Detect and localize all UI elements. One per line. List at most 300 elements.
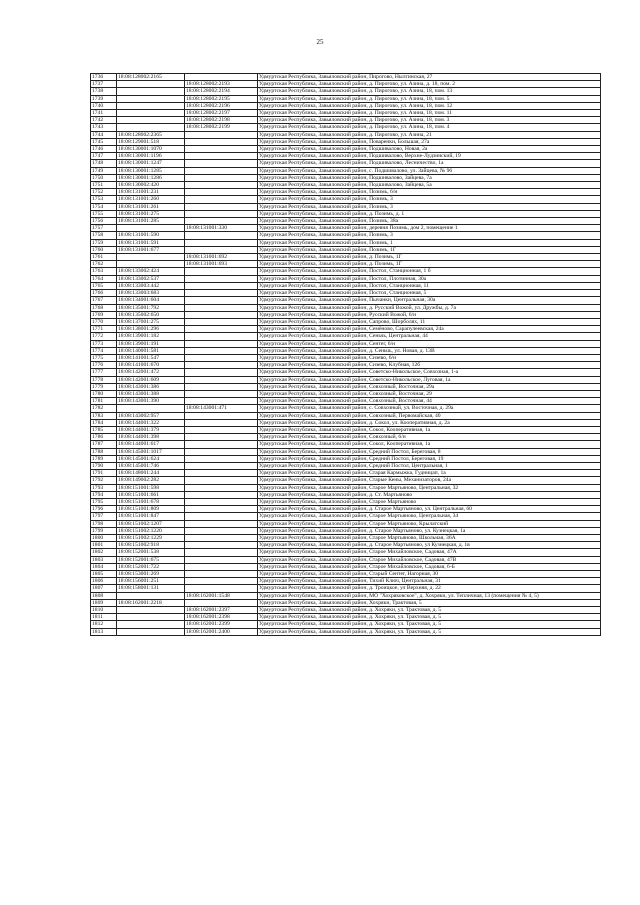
building-number-cell	[185, 369, 258, 376]
address-cell: Удмуртская Республика, Завьяловский район, Средний Постол, Береговая, 8	[258, 448, 601, 455]
row-number-cell: 1777	[91, 369, 117, 376]
address-cell: Удмуртская Республика, Завьяловский район, Семёново, Сарапулеевская, 24а	[258, 326, 601, 333]
table-row	[91, 304, 601, 311]
table-row	[91, 297, 601, 304]
parcel-number-cell: 18:08:139001:182	[117, 333, 185, 340]
parcel-number-cell: 18:08:151002:918	[117, 542, 185, 549]
address-cell: Удмуртская Республика, Завьяловский район, д. Сеньчь, ул. Новая, д. 13В	[258, 347, 601, 354]
row-number-cell: 1766	[91, 290, 117, 297]
building-number-cell: 18:08:131001:692	[185, 254, 258, 261]
table-row	[91, 513, 601, 520]
parcel-number-cell	[117, 261, 185, 268]
parcel-number-cell: 18:08:151001:809	[117, 506, 185, 513]
table-row	[91, 535, 601, 542]
table-row	[91, 592, 601, 599]
building-number-cell	[185, 318, 258, 325]
table-row	[91, 477, 601, 484]
building-number-cell	[185, 174, 258, 181]
parcel-number-cell	[117, 621, 185, 628]
parcel-number-cell	[117, 592, 185, 599]
address-cell: Удмуртская Республика, Завьяловский район, Позимь, 6/н	[258, 189, 601, 196]
row-number-cell: 1772	[91, 333, 117, 340]
address-cell: Удмуртская Республика, Завьяловский район, Сокол, Кооперативная, 1а	[258, 426, 601, 433]
table-row	[91, 621, 601, 628]
building-number-cell	[185, 549, 258, 556]
address-cell: Удмуртская Республика, Завьяловский район, д. Пирогово, ул. Азина, 18, пом. 4	[258, 124, 601, 131]
address-cell: Удмуртская Республика, Завьяловский район, д. Пирогово, ул. Азина, 18, пом. 5	[258, 95, 601, 102]
address-cell: Удмуртская Республика, Завьяловский район, д. Пирогово, ул. Азина, 18, пом. 3	[258, 117, 601, 124]
building-number-cell	[185, 484, 258, 491]
row-number-cell: 1779	[91, 383, 117, 390]
row-number-cell: 1789	[91, 455, 117, 462]
row-number-cell: 1773	[91, 340, 117, 347]
building-number-cell	[185, 419, 258, 426]
parcel-number-cell: 18:08:135001:792	[117, 304, 185, 311]
row-number-cell: 1747	[91, 153, 117, 160]
parcel-number-cell: 18:08:151002:1207	[117, 520, 185, 527]
address-cell: Удмуртская Республика, Завьяловский район, Позимь, 1Г	[258, 246, 601, 253]
row-number-cell: 1745	[91, 138, 117, 145]
row-number-cell: 1785	[91, 426, 117, 433]
parcel-number-cell	[117, 225, 185, 232]
parcel-number-cell: 18:08:143001:390	[117, 398, 185, 405]
building-number-cell	[185, 326, 258, 333]
parcel-number-cell: 18:08:143002:957	[117, 412, 185, 419]
address-cell: Удмуртская Республика, Завьяловский район, Совхозный, Первомайская, 40	[258, 412, 601, 419]
address-cell: Удмуртская Республика, Завьяловский район, Совхозный, 6/н	[258, 434, 601, 441]
row-number-cell: 1752	[91, 189, 117, 196]
building-number-cell: 18:08:128002:2199	[185, 124, 258, 131]
registry-table	[90, 73, 601, 636]
row-number-cell: 1748	[91, 160, 117, 167]
address-cell: Удмуртская Республика, Завьяловский район, д. Позимь, д. 1	[258, 210, 601, 217]
parcel-number-cell: 18:08:151001:598	[117, 484, 185, 491]
address-cell: Удмуртская Республика, Завьяловский район, Позимь, 1	[258, 239, 601, 246]
building-number-cell	[185, 146, 258, 153]
address-cell: Удмуртская Республика, Завьяловский район, Сапрово, Шорболях, 11	[258, 318, 601, 325]
address-cell: Удмуртская Республика, Завьяловский район, МО "Хохряковское", д. Хохряки, ул. Тепличная, 13 (помещения № 4, 5)	[258, 592, 601, 599]
building-number-cell: 18:08:131001:693	[185, 261, 258, 268]
building-number-cell	[185, 520, 258, 527]
parcel-number-cell: 18:08:152001:675	[117, 556, 185, 563]
table-row	[91, 254, 601, 261]
parcel-number-cell: 18:08:142001:472	[117, 369, 185, 376]
address-cell: Удмуртская Республика, Завьяловский район, Старое Мартьяново, Крылатский	[258, 520, 601, 527]
parcel-number-cell: 18:08:153001:269	[117, 571, 185, 578]
building-number-cell	[185, 426, 258, 433]
parcel-number-cell: 18:08:145001:624	[117, 455, 185, 462]
building-number-cell	[185, 491, 258, 498]
address-cell: Удмуртская Республика, Завьяловский район, Хохряки, Трактовая, 5	[258, 599, 601, 606]
row-number-cell: 1807	[91, 585, 117, 592]
parcel-number-cell: 18:08:131001:591	[117, 239, 185, 246]
row-number-cell: 1783	[91, 412, 117, 419]
table-row	[91, 203, 601, 210]
table-row	[91, 225, 601, 232]
row-number-cell: 1736	[91, 74, 117, 81]
parcel-number-cell: 18:08:143001:388	[117, 390, 185, 397]
address-cell: Удмуртская Республика, Завьяловский район, д. Пирогово, ул. Азина, 21	[258, 131, 601, 138]
parcel-number-cell: 18:08:158001:131	[117, 585, 185, 592]
table-row	[91, 556, 601, 563]
parcel-number-cell: 18:08:130001:1070	[117, 146, 185, 153]
address-cell: Удмуртская Республика, Завьяловский район, Старое Мартьяново	[258, 498, 601, 505]
building-number-cell	[185, 556, 258, 563]
row-number-cell: 1765	[91, 282, 117, 289]
parcel-number-cell	[117, 607, 185, 614]
table-row	[91, 189, 601, 196]
address-cell: Удмуртская Республика, Завьяловский район, Постол, Станционная, 1 б	[258, 268, 601, 275]
parcel-number-cell: 18:08:142001:609	[117, 376, 185, 383]
row-number-cell: 1796	[91, 506, 117, 513]
address-cell: Удмуртская Республика, Завьяловский район, Старая Кармыжка, Гудницап, 1а	[258, 470, 601, 477]
building-number-cell	[185, 571, 258, 578]
address-cell: Удмуртская Республика, Завьяловский район, Позимь, 3	[258, 203, 601, 210]
parcel-number-cell: 18:08:148001:244	[117, 470, 185, 477]
address-cell: Удмуртская Республика, Завьяловский район, Подшивалово, Зайцева, 5а	[258, 182, 601, 189]
row-number-cell: 1759	[91, 239, 117, 246]
address-cell: Удмуртская Республика, Завьяловский район, д. Позимь, 1Г	[258, 254, 601, 261]
building-number-cell	[185, 203, 258, 210]
table-row	[91, 124, 601, 131]
address-cell: Удмуртская Республика, Завьяловский район, д. Позимь, 1Г	[258, 261, 601, 268]
building-number-cell	[185, 239, 258, 246]
row-number-cell: 1803	[91, 556, 117, 563]
table-row	[91, 196, 601, 203]
row-number-cell: 1750	[91, 174, 117, 181]
row-number-cell: 1776	[91, 362, 117, 369]
table-row	[91, 239, 601, 246]
row-number-cell: 1743	[91, 124, 117, 131]
table-row	[91, 340, 601, 347]
building-number-cell	[185, 362, 258, 369]
building-number-cell	[185, 376, 258, 383]
parcel-number-cell: 18:08:133003:683	[117, 290, 185, 297]
address-cell: Удмуртская Республика, Завьяловский район, Старый Сентег, Нагорная, 30	[258, 571, 601, 578]
address-cell: Удмуртская Республика, Завьяловский район, деревня Позимь, дом 2, помещение 1	[258, 225, 601, 232]
address-cell: Удмуртская Республика, Завьяловский район, д. Хохряки, ул. Трактовая, д. 5	[258, 607, 601, 614]
address-cell: Удмуртская Республика, Завьяловский район, Тихий Ключ, Центральная, 31	[258, 578, 601, 585]
address-cell: Удмуртская Республика, Завьяловский район, Позимь, 3	[258, 232, 601, 239]
building-number-cell: 18:08:143001:471	[185, 405, 258, 412]
table-row	[91, 398, 601, 405]
address-cell: Удмуртская Республика, Завьяловский район, д. Сокол, ул. Кооперативная, д. 2а	[258, 419, 601, 426]
table-row	[91, 138, 601, 145]
table-row	[91, 88, 601, 95]
building-number-cell	[185, 311, 258, 318]
table-row	[91, 146, 601, 153]
table-row	[91, 326, 601, 333]
table-row	[91, 282, 601, 289]
parcel-number-cell: 18:08:151002:1229	[117, 535, 185, 542]
parcel-number-cell: 18:08:135002:650	[117, 311, 185, 318]
building-number-cell: 18:08:131001:330	[185, 225, 258, 232]
row-number-cell: 1770	[91, 318, 117, 325]
table-row	[91, 210, 601, 217]
building-number-cell	[185, 167, 258, 174]
building-number-cell	[185, 138, 258, 145]
address-cell: Удмуртская Республика, Завьяловский район, Подшивалово, Новая, 2а	[258, 146, 601, 153]
parcel-number-cell: 18:08:130001:1247	[117, 160, 185, 167]
address-cell: Удмуртская Республика, Завьяловский район, Советско-Никольское, Луговая, 1а	[258, 376, 601, 383]
row-number-cell: 1811	[91, 614, 117, 621]
table-row	[91, 563, 601, 570]
row-number-cell: 1758	[91, 232, 117, 239]
building-number-cell	[185, 535, 258, 542]
row-number-cell: 1809	[91, 599, 117, 606]
parcel-number-cell: 18:08:131001:275	[117, 210, 185, 217]
building-number-cell	[185, 290, 258, 297]
address-cell: Удмуртская Республика, Завьяловский район, Сокол, Кооперативная, 1а	[258, 441, 601, 448]
building-number-cell	[185, 542, 258, 549]
building-number-cell	[185, 527, 258, 534]
parcel-number-cell: 18:08:133002:537	[117, 275, 185, 282]
building-number-cell: 18:08:162001:1548	[185, 592, 258, 599]
row-number-cell: 1737	[91, 81, 117, 88]
building-number-cell	[185, 599, 258, 606]
address-cell: Удмуртская Республика, Завьяловский район, Старое Михайловское, Садовая, 6-Б	[258, 563, 601, 570]
table-row	[91, 470, 601, 477]
parcel-number-cell: 18:08:138001:296	[117, 326, 185, 333]
table-row	[91, 491, 601, 498]
address-cell: Удмуртская Республика, Завьяловский район, д. Хохряки, ул. Трактовая, д. 5	[258, 614, 601, 621]
building-number-cell	[185, 268, 258, 275]
registry-body	[91, 74, 601, 636]
parcel-number-cell	[117, 628, 185, 635]
building-number-cell	[185, 513, 258, 520]
building-number-cell	[185, 434, 258, 441]
row-number-cell: 1763	[91, 268, 117, 275]
parcel-number-cell: 18:08:144001:617	[117, 441, 185, 448]
building-number-cell: 18:08:128002:2193	[185, 81, 258, 88]
row-number-cell: 1781	[91, 398, 117, 405]
parcel-number-cell	[117, 88, 185, 95]
table-row	[91, 131, 601, 138]
row-number-cell: 1762	[91, 261, 117, 268]
building-number-cell: 18:08:162001:2398	[185, 614, 258, 621]
parcel-number-cell	[117, 117, 185, 124]
table-row	[91, 448, 601, 455]
row-number-cell: 1739	[91, 95, 117, 102]
table-row	[91, 578, 601, 585]
address-cell: Удмуртская Республика, Завьяловский район, Старое Мартьяново, Школьная, 36А	[258, 535, 601, 542]
table-row	[91, 542, 601, 549]
table-row	[91, 362, 601, 369]
address-cell: Удмуртская Республика, Завьяловский район, Постол, Станционная, 11	[258, 282, 601, 289]
address-cell: Удмуртская Республика, Завьяловский район, Позимь, 38а	[258, 218, 601, 225]
address-cell: Удмуртская Республика, Завьяловский район, Подшивалово, Лесничество, 1а	[258, 160, 601, 167]
parcel-number-cell: 18:08:128002:2165	[117, 74, 185, 81]
address-cell: Удмуртская Республика, Завьяловский район, Подшивалово, Зайцева, 7а	[258, 174, 601, 181]
table-row	[91, 614, 601, 621]
parcel-number-cell: 18:08:143001:386	[117, 383, 185, 390]
row-number-cell: 1810	[91, 607, 117, 614]
parcel-number-cell: 18:08:131001:261	[117, 203, 185, 210]
row-number-cell: 1775	[91, 354, 117, 361]
building-number-cell	[185, 333, 258, 340]
parcel-number-cell: 18:08:151001:847	[117, 513, 185, 520]
parcel-number-cell	[117, 95, 185, 102]
row-number-cell: 1751	[91, 182, 117, 189]
row-number-cell: 1757	[91, 225, 117, 232]
parcel-number-cell: 18:08:145001:746	[117, 462, 185, 469]
table-row	[91, 462, 601, 469]
table-row	[91, 174, 601, 181]
table-row	[91, 102, 601, 109]
building-number-cell	[185, 304, 258, 311]
parcel-number-cell: 18:08:145001:1017	[117, 448, 185, 455]
building-number-cell	[185, 441, 258, 448]
parcel-number-cell: 18:08:130002:420	[117, 182, 185, 189]
address-cell: Удмуртская Республика, Завьяловский район, д. Русский Вожой, ул. Дружбы, д. 7а	[258, 304, 601, 311]
table-row	[91, 369, 601, 376]
row-number-cell: 1804	[91, 563, 117, 570]
row-number-cell: 1755	[91, 210, 117, 217]
building-number-cell	[185, 585, 258, 592]
row-number-cell: 1794	[91, 491, 117, 498]
building-number-cell	[185, 390, 258, 397]
address-cell: Удмуртская Республика, Завьяловский район, Совхозный, Восточная, 44	[258, 398, 601, 405]
building-number-cell	[185, 462, 258, 469]
table-row	[91, 498, 601, 505]
row-number-cell: 1769	[91, 311, 117, 318]
building-number-cell: 18:08:128002:2197	[185, 110, 258, 117]
parcel-number-cell	[117, 102, 185, 109]
table-row	[91, 347, 601, 354]
table-row	[91, 607, 601, 614]
building-number-cell	[185, 412, 258, 419]
address-cell: Удмуртская Республика, Завьяловский район, Средний Постол, Центральная, 1	[258, 462, 601, 469]
building-number-cell	[185, 232, 258, 239]
table-row	[91, 506, 601, 513]
building-number-cell	[185, 297, 258, 304]
table-row	[91, 333, 601, 340]
table-row	[91, 318, 601, 325]
parcel-number-cell: 18:08:152001:722	[117, 563, 185, 570]
row-number-cell: 1801	[91, 542, 117, 549]
building-number-cell	[185, 506, 258, 513]
address-cell: Удмуртская Республика, Завьяловский район, Старое Михайловское, Садовая, 47А	[258, 549, 601, 556]
building-number-cell	[185, 182, 258, 189]
address-cell: Удмуртская Республика, Завьяловский район, Позимь, 3	[258, 196, 601, 203]
building-number-cell	[185, 347, 258, 354]
parcel-number-cell: 18:08:162001:2218	[117, 599, 185, 606]
table-row	[91, 419, 601, 426]
parcel-number-cell	[117, 124, 185, 131]
building-number-cell	[185, 470, 258, 477]
parcel-number-cell: 18:08:131001:677	[117, 246, 185, 253]
row-number-cell: 1787	[91, 441, 117, 448]
table-row	[91, 261, 601, 268]
parcel-number-cell: 18:08:144001:398	[117, 434, 185, 441]
address-cell: Удмуртская Республика, Завьяловский район, с. Подшивалово, ул. Зайцева, № 96	[258, 167, 601, 174]
address-cell: Удмуртская Республика, Завьяловский район, д. Пирогово, ул. Азина, д. 18, пом. 2	[258, 81, 601, 88]
parcel-number-cell: 18:08:151002:1220	[117, 527, 185, 534]
building-number-cell	[185, 74, 258, 81]
table-row	[91, 182, 601, 189]
row-number-cell: 1767	[91, 297, 117, 304]
address-cell: Удмуртская Республика, Завьяловский район, д. Троицкое, ул Верхняя, д. 22	[258, 585, 601, 592]
table-row	[91, 160, 601, 167]
address-cell: Удмуртская Республика, Завьяловский район, Подшивалово, Верхне-Лудзинский, 19	[258, 153, 601, 160]
row-number-cell: 1786	[91, 434, 117, 441]
row-number-cell: 1798	[91, 520, 117, 527]
table-row	[91, 527, 601, 534]
row-number-cell: 1800	[91, 535, 117, 542]
building-number-cell	[185, 563, 258, 570]
address-cell: Удмуртская Республика, Завьяловский район, Пирогово, Нылгинская, 27	[258, 74, 601, 81]
row-number-cell: 1799	[91, 527, 117, 534]
building-number-cell	[185, 578, 258, 585]
row-number-cell: 1741	[91, 110, 117, 117]
address-cell: Удмуртская Республика, Завьяловский район, Совхозный, Восточная, 29а	[258, 383, 601, 390]
parcel-number-cell: 18:08:133002:424	[117, 268, 185, 275]
building-number-cell: 18:08:128002:2198	[185, 117, 258, 124]
table-row	[91, 585, 601, 592]
table-row	[91, 354, 601, 361]
building-number-cell: 18:08:162001:2400	[185, 628, 258, 635]
table-row	[91, 218, 601, 225]
address-cell: Удмуртская Республика, Завьяловский район, Поваренки, Большая, 27а	[258, 138, 601, 145]
row-number-cell: 1812	[91, 621, 117, 628]
table-row	[91, 117, 601, 124]
address-cell: Удмуртская Республика, Завьяловский район, д. Старое Мартьяново, ул. Кузнецкая, 1а	[258, 527, 601, 534]
table-row	[91, 520, 601, 527]
building-number-cell	[185, 218, 258, 225]
building-number-cell	[185, 210, 258, 217]
table-row	[91, 571, 601, 578]
table-row	[91, 153, 601, 160]
building-number-cell	[185, 398, 258, 405]
address-cell: Удмуртская Республика, Завьяловский район, с. Совхозный, ул. Восточная, д. 29а	[258, 405, 601, 412]
parcel-number-cell: 18:08:134001:604	[117, 297, 185, 304]
parcel-number-cell: 18:08:131001:231	[117, 189, 185, 196]
table-row	[91, 426, 601, 433]
parcel-number-cell: 18:08:133003:442	[117, 282, 185, 289]
address-cell: Удмуртская Республика, Завьяловский район, Старое Мартьяново, Центральная, 34	[258, 513, 601, 520]
address-cell: Удмуртская Республика, Завьяловский район, Сентег, 6/н	[258, 340, 601, 347]
row-number-cell: 1797	[91, 513, 117, 520]
table-row	[91, 628, 601, 635]
address-cell: Удмуртская Республика, Завьяловский район, д. Пирогово, ул. Азина, 18, пом. 11	[258, 110, 601, 117]
table-row	[91, 412, 601, 419]
row-number-cell: 1756	[91, 218, 117, 225]
parcel-number-cell: 18:08:128002:2365	[117, 131, 185, 138]
address-cell: Удмуртская Республика, Завьяловский район, д. Старое Мартьяново, ул. Центральная, 60	[258, 506, 601, 513]
building-number-cell: 18:08:128002:2196	[185, 102, 258, 109]
parcel-number-cell: 18:08:141001:547	[117, 354, 185, 361]
table-row	[91, 405, 601, 412]
parcel-number-cell: 18:08:144001:379	[117, 426, 185, 433]
address-cell: Удмуртская Республика, Завьяловский район, Сизево, 6/н	[258, 354, 601, 361]
parcel-number-cell: 18:08:152001:538	[117, 549, 185, 556]
row-number-cell: 1738	[91, 88, 117, 95]
address-cell: Удмуртская Республика, Завьяловский район, Советско-Никольское, Совхозная, 1-а	[258, 369, 601, 376]
table-row	[91, 549, 601, 556]
building-number-cell	[185, 383, 258, 390]
row-number-cell: 1782	[91, 405, 117, 412]
parcel-number-cell: 18:08:149002:282	[117, 477, 185, 484]
parcel-number-cell: 18:08:144001:322	[117, 419, 185, 426]
row-number-cell: 1749	[91, 167, 117, 174]
building-number-cell: 18:08:128002:2195	[185, 95, 258, 102]
building-number-cell	[185, 477, 258, 484]
building-number-cell	[185, 354, 258, 361]
table-row	[91, 599, 601, 606]
building-number-cell	[185, 160, 258, 167]
building-number-cell	[185, 131, 258, 138]
table-row	[91, 232, 601, 239]
